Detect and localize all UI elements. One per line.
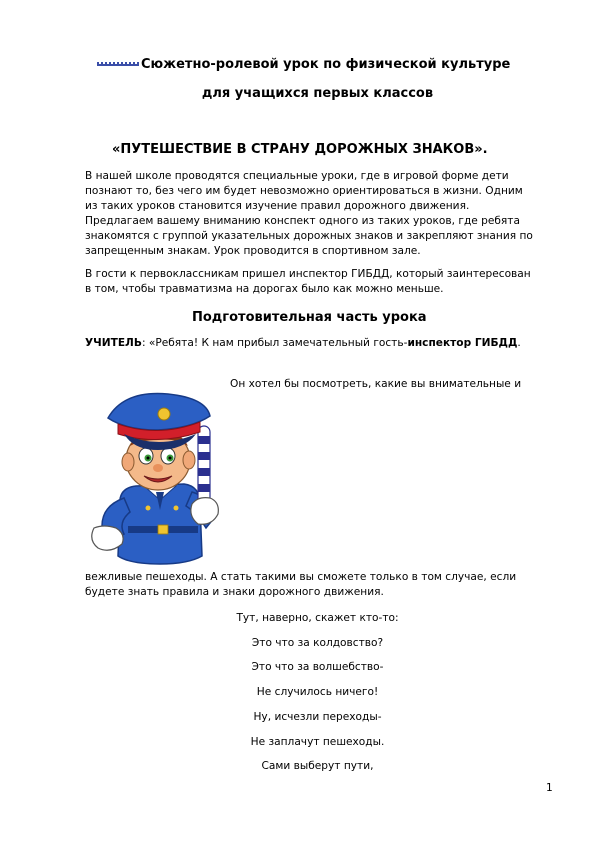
teacher-label: УЧИТЕЛЬ	[85, 337, 142, 349]
title-text-1: Сюжетно-ролевой урок по физической культуре	[141, 57, 511, 72]
intro-line: знакомятся с группой указательных дорожных знаков и закрепляют знания по	[85, 230, 533, 242]
teacher-end: .	[517, 337, 521, 349]
poem-line: Сами выберут пути,	[261, 760, 374, 772]
text-beside-illustration	[230, 377, 521, 392]
poem-line: Ну, исчезли переходы-	[253, 711, 382, 723]
title-text-2: для учащихся первых классов	[201, 86, 434, 101]
after-image-line: будете знать правила и знаки дорожного движения.	[85, 586, 384, 598]
lesson-title	[112, 142, 488, 157]
traffic-inspector-illustration	[88, 388, 233, 570]
poem-line: Тут, наверно, скажет кто-то:	[236, 612, 399, 624]
poem-line: Не заплачут пешеходы.	[250, 736, 385, 748]
section-heading-text: Подготовительная часть урока	[192, 310, 427, 325]
intro-line: Предлагаем вашему вниманию конспект одного из таких уроков, где ребята	[85, 215, 520, 227]
after-image-line: вежливые пешеходы. А стать такими вы сможете только в том случае, если	[85, 571, 517, 583]
poem-line: Это что за колдовство?	[251, 637, 384, 649]
intro-line: В гости к первоклассникам пришел инспектор ГИБДД, который заинтересован	[85, 268, 531, 280]
intro-line: познают то, без чего им будет невозможно ориентироваться в жизни. Одним	[85, 185, 523, 197]
intro-line: запрещенным знакам. Урок проводится в спортивном зале.	[85, 245, 421, 257]
intro-line: в том, чтобы травматизма на дорогах было как можно меньше.	[85, 283, 444, 295]
intro-line: из таких уроков становится изучение правил дорожного движения.	[85, 200, 470, 212]
poem-line: Это что за волшебство-	[251, 661, 384, 673]
page-number: 1	[546, 782, 553, 794]
teacher-bold-text: инспектор ГИБДД	[407, 337, 518, 349]
section-heading	[192, 310, 427, 325]
title-underline-mark	[97, 60, 139, 66]
document-title-line-2	[0, 86, 595, 101]
intro-line: В нашей школе проводятся специальные уроки, где в игровой форме дети	[85, 170, 509, 182]
poem-line: Не случилось ничего!	[256, 686, 379, 698]
teacher-line	[85, 336, 521, 351]
intro-paragraph-2	[85, 267, 565, 297]
after-illustration-paragraph	[85, 570, 565, 600]
lesson-title-text: «ПУТЕШЕСТВИЕ В СТРАНУ ДОРОЖНЫХ ЗНАКОВ».	[112, 142, 488, 157]
beside-image-text: Он хотел бы посмотреть, какие вы внимательные и	[230, 378, 522, 390]
teacher-text: : «Ребята! К нам прибыл замечательный гость-	[141, 337, 408, 349]
intro-paragraph-1	[85, 169, 565, 259]
document-title-line-1	[97, 57, 510, 72]
